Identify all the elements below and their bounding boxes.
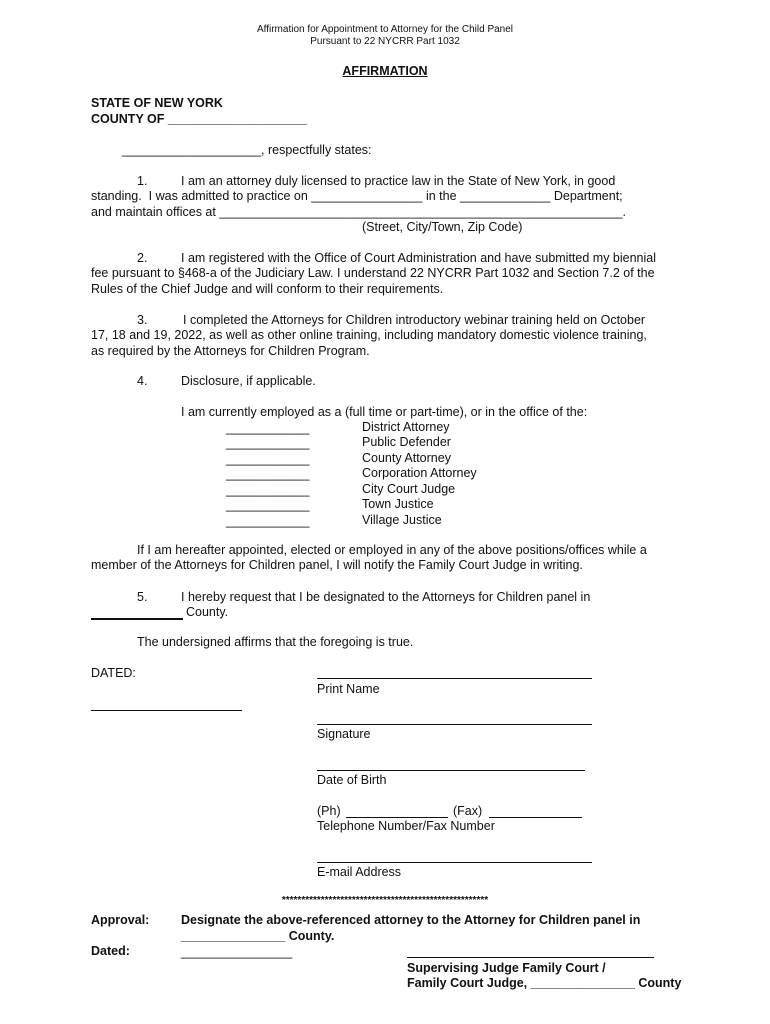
- document-title: AFFIRMATION: [342, 64, 428, 78]
- approval-text-1: Designate the above-referenced attorney to the Attorney for Children panel in: [181, 913, 641, 927]
- p2-line-3: Rules of the Chief Judge and will conform to their requirements.: [91, 282, 444, 296]
- print-name-line[interactable]: [317, 678, 592, 679]
- affirms-statement: The undersigned affirms that the foregoing is true.: [137, 635, 414, 649]
- p4-employed: I am currently employed as a (full time or part-time), or in the office of the:: [181, 405, 588, 419]
- dated-label: DATED:: [91, 666, 136, 680]
- p5-line-2: County.: [186, 605, 229, 619]
- office-option: City Court Judge: [362, 482, 456, 496]
- phone-prefix: (Ph): [317, 804, 341, 818]
- judge-signature-line[interactable]: [407, 957, 654, 958]
- office-blank[interactable]: ____________: [226, 483, 310, 497]
- p3-line-1: I completed the Attorneys for Children introductory webinar training held on October: [183, 313, 646, 327]
- p1-line-3: and maintain offices at __________________________________________________________.: [91, 205, 627, 219]
- approval-dated-label: Dated:: [91, 944, 130, 958]
- office-option: County Attorney: [362, 451, 451, 465]
- p5-number: 5.: [137, 590, 148, 604]
- p1-address-caption: (Street, City/Town, Zip Code): [362, 220, 523, 234]
- print-name-label: Print Name: [317, 682, 380, 696]
- office-blank[interactable]: ____________: [226, 514, 310, 528]
- county-designation-blank[interactable]: [91, 618, 183, 620]
- signature-label: Signature: [317, 727, 371, 741]
- separator-stars: *****************************************************: [281, 895, 489, 906]
- office-option: Corporation Attorney: [362, 466, 477, 480]
- date-of-birth-line[interactable]: [317, 770, 585, 771]
- approval-label: Approval:: [91, 913, 150, 927]
- office-blank[interactable]: ____________: [226, 452, 310, 466]
- signature-line[interactable]: [317, 724, 592, 725]
- p1-line-1: I am an attorney duly licensed to practice law in the State of New York, in good: [181, 174, 616, 188]
- p3-line-2: 17, 18 and 19, 2022, as well as other online training, including mandatory domestic violence training,: [91, 328, 647, 342]
- office-option: Town Justice: [362, 497, 434, 511]
- phone-line[interactable]: [346, 817, 448, 818]
- fax-line[interactable]: [489, 817, 582, 818]
- p4-number: 4.: [137, 374, 148, 388]
- office-blank[interactable]: ____________: [226, 498, 310, 512]
- p4-after-line-1: If I am hereafter appointed, elected or employed in any of the above positions/offices while a: [137, 543, 647, 557]
- county-line: COUNTY OF ____________________: [91, 112, 307, 126]
- office-blank[interactable]: ____________: [226, 467, 310, 481]
- approval-dated-blank[interactable]: ________________: [181, 945, 293, 959]
- p2-number: 2.: [137, 251, 148, 265]
- state-line: STATE OF NEW YORK: [91, 96, 223, 110]
- respectfully-states: ____________________, respectfully states:: [122, 143, 372, 157]
- phone-fax-label: Telephone Number/Fax Number: [317, 819, 495, 833]
- date-of-birth-label: Date of Birth: [317, 773, 387, 787]
- office-option: Public Defender: [362, 435, 451, 449]
- p1-line-2: standing. I was admitted to practice on ________________ in the _____________ Department;: [91, 189, 623, 203]
- email-label: E-mail Address: [317, 865, 402, 879]
- judge-title-2: Family Court Judge, _______________ County: [407, 976, 682, 990]
- approval-text-2: _______________ County.: [181, 929, 335, 943]
- judge-title-1: Supervising Judge Family Court /: [407, 961, 606, 975]
- p3-line-3: as required by the Attorneys for Children Program.: [91, 344, 370, 358]
- p2-line-2: fee pursuant to §468-a of the Judiciary Law. I understand 22 NYCRR Part 1032 and Section 7.2 of the: [91, 266, 655, 280]
- office-blank[interactable]: ____________: [226, 421, 310, 435]
- dated-blank[interactable]: [91, 710, 242, 711]
- office-option: District Attorney: [362, 420, 450, 434]
- office-blank[interactable]: ____________: [226, 436, 310, 450]
- office-option: Village Justice: [362, 513, 442, 527]
- p4-heading: Disclosure, if applicable.: [181, 374, 316, 388]
- p1-number: 1.: [137, 174, 148, 188]
- header-line-1: Affirmation for Appointment to Attorney for the Child Panel: [256, 24, 514, 35]
- p2-line-1: I am registered with the Office of Court Administration and have submitted my biennial: [181, 251, 657, 265]
- p4-after-line-2: member of the Attorneys for Children panel, I will notify the Family Court Judge in writing.: [91, 558, 583, 572]
- p5-line-1: I hereby request that I be designated to the Attorneys for Children panel in: [181, 590, 591, 604]
- fax-prefix: (Fax): [453, 804, 483, 818]
- header-line-2: Pursuant to 22 NYCRR Part 1032: [310, 36, 460, 47]
- p3-number: 3.: [137, 313, 148, 327]
- email-line[interactable]: [317, 862, 592, 863]
